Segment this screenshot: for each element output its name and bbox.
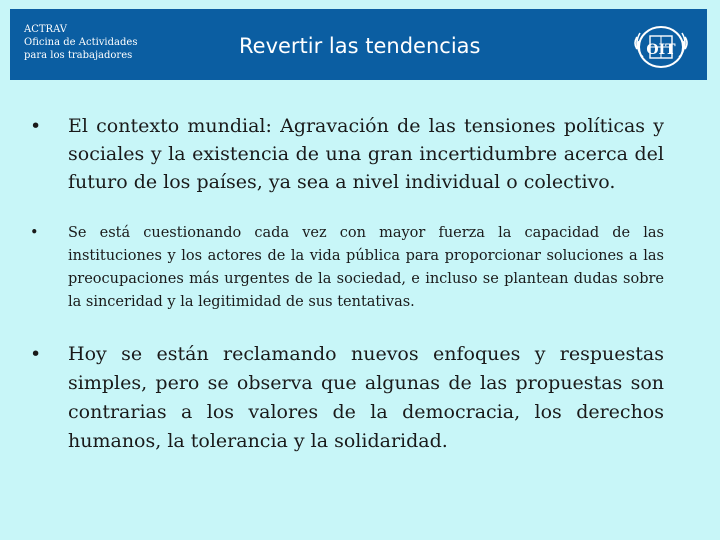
org-line-workers: para los trabajadores: [24, 50, 133, 61]
slide-title: Revertir las tendencias: [239, 34, 481, 58]
bullet-list: [30, 112, 664, 456]
org-name: [24, 23, 194, 62]
bullet-text: Se está cuestionando cada vez con mayor fuerza la capacidad de las instituciones y los actores de la vida pública para proporcionar soluciones a las preocupaciones más urgentes de la sociedad, e incluso se plantean dudas sobre la sinceridad y la legitimidad de sus tentativas.: [68, 225, 664, 310]
bullet-marker: •: [30, 115, 42, 137]
list-item: [30, 222, 664, 314]
list-item: [30, 340, 664, 456]
bullet-marker: •: [30, 225, 39, 241]
oit-ilo-logo-icon: [630, 23, 692, 71]
org-line-office: Oficina de Actividades: [24, 37, 138, 48]
bullet-marker: •: [30, 343, 42, 365]
header-bar: [10, 9, 707, 80]
org-line-actrav: ACTRAV: [24, 24, 68, 35]
list-item: [30, 112, 664, 196]
svg-text:OIT: OIT: [646, 42, 676, 58]
bullet-text: El contexto mundial: Agravación de las tensiones políticas y sociales y la existencia de una gran incertidumbre acerca del futuro de los países, ya sea a nivel individual o colectivo.: [68, 115, 664, 193]
bullet-text: Hoy se están reclamando nuevos enfoques y respuestas simples, pero se observa que algunas de las propuestas son contrarias a los valores de la democracia, los derechos humanos, la tolerancia y la solidaridad.: [68, 343, 664, 452]
